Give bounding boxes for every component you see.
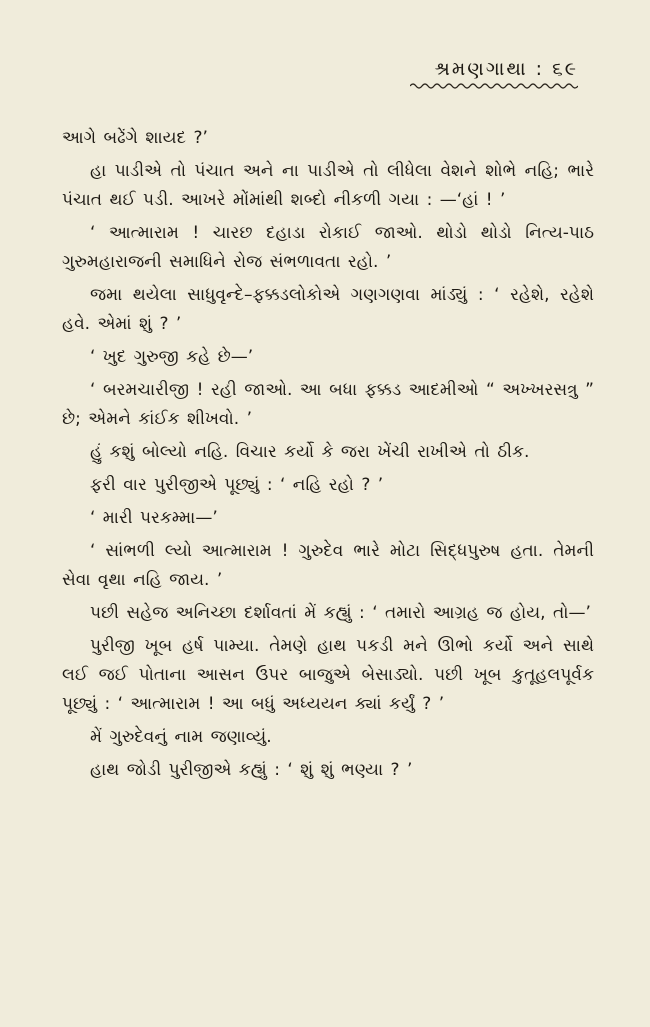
paragraph-11: પછી સહેજ અનિચ્છા દર્શાવતાં મેં કહ્યું : ‘ તમારો આગ્રહ જ હોય, તો—’ <box>90 603 591 623</box>
paragraph-8: ફરી વાર પુરીજીએ પૂછ્યું : ‘ નહિ રહો ? ’ <box>90 475 384 495</box>
running-head <box>410 58 578 90</box>
paragraph-3: ‘ આત્મારામ ! ચારછ દહાડા રોકાઈ જાઓ. થોડો થોડો નિત્ય-પાઠ ગુરુમહારાજની સમાધિને રોજ સંભળાવતા રહો. ’ <box>62 223 594 272</box>
running-head-separator: : <box>535 58 545 80</box>
paragraph-4: જમા થયેલા સાધુવૃન્દે–ફક્કડલોકોએ ગણગણવા માંડ્યું : ‘ રહેશે, રહેશે હવે. એમાં શું ? ’ <box>62 285 594 334</box>
paragraph-7: હું કશું બોલ્યો નહિ. વિચાર કર્યો કે જરા ખેંચી રાખીએ તો ઠીક. <box>90 442 530 462</box>
body-text <box>62 124 594 789</box>
paragraph-9: ‘ મારી પરકમ્મા—’ <box>90 508 218 528</box>
running-head-title: શ્રમણગાથા <box>434 58 528 80</box>
paragraph-5: ‘ ખુદ ગુરુજી કહે છે—’ <box>90 347 254 367</box>
paragraph-1: આગે બઢેંગે શાયદ ?’ <box>62 128 208 148</box>
page-number: ૬૯ <box>552 58 578 80</box>
paragraph-12: પુરીજી ખૂબ હર્ષ પામ્યા. તેમણે હાથ પકડી મને ઊભો કર્યો અને સાથે લઈ જઈ પોતાના આસન ઉપર બાજુએ બેસાડ્યો. પછી ખૂબ કુતૂહલપૂર્વક પૂછ્યું : ‘ આત્મારામ ! આ બધું અધ્યયન ક્યાં કર્યું ? ’ <box>62 636 594 714</box>
paragraph-14: હાથ જોડી પુરીજીએ કહ્યું : ‘ શું શું ભણ્યા ? ’ <box>90 760 413 780</box>
paragraph-13: મેં ગુરુદેવનું નામ જણાવ્યું. <box>90 727 272 747</box>
ornamental-underline-icon <box>410 82 578 90</box>
paragraph-2: હા પાડીએ તો પંચાત અને ના પાડીએ તો લીધેલા વેશને શોભે નહિ; ભારે પંચાત થઈ પડી. આખરે મોંમાંથી શબ્દો નીકળી ગયા : —‘હાં ! ’ <box>62 161 594 210</box>
paragraph-10: ‘ સાંભળી લ્યો આત્મારામ ! ગુરુદેવ ભારે મોટા સિદ્ધપુરુષ હતા. તેમની સેવા વૃથા નહિ જાય. ’ <box>62 541 594 590</box>
paragraph-6: ‘ બરમચારીજી ! રહી જાઓ. આ બધા ફક્કડ આદમીઓ “ અખ્ખરસત્રુ ” છે; એમને કાંઈક શીખવો. ’ <box>62 380 594 429</box>
